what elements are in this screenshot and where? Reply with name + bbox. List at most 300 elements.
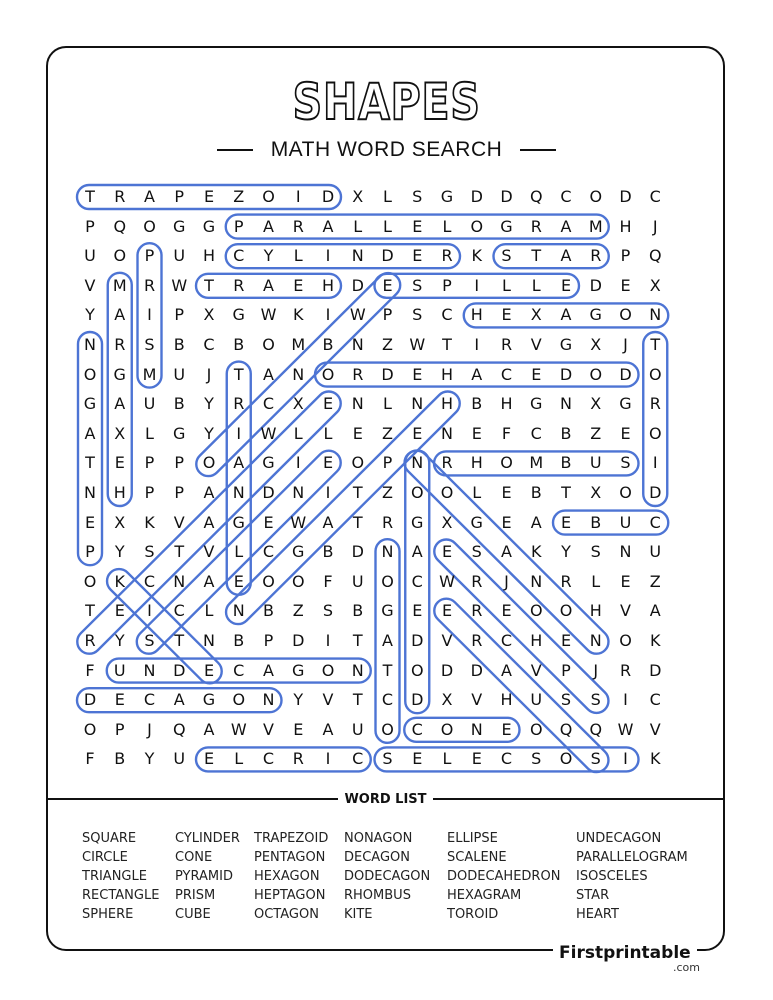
grid-cell[interactable]: A (263, 660, 274, 680)
grid-cell[interactable]: X (114, 423, 126, 443)
grid-cell[interactable]: F (501, 423, 512, 443)
grid-cell[interactable]: K (144, 512, 155, 532)
grid-cell[interactable]: R (114, 187, 126, 206)
grid-cell[interactable]: L (353, 216, 363, 236)
grid-cell[interactable]: P (233, 216, 244, 236)
grid-cell[interactable]: E (114, 601, 125, 621)
grid-cell[interactable]: A (322, 719, 334, 739)
grid-cell[interactable]: P (114, 719, 125, 739)
grid-cell[interactable]: D (619, 364, 632, 384)
grid-cell[interactable]: E (114, 690, 125, 710)
grid-cell[interactable]: G (202, 690, 216, 710)
grid-cell[interactable]: E (412, 246, 423, 266)
grid-cell[interactable]: I (325, 749, 331, 769)
grid-cell[interactable]: A (560, 246, 572, 266)
grid-cell[interactable]: Y (204, 423, 214, 443)
grid-cell[interactable]: Z (649, 571, 661, 591)
grid-cell[interactable]: G (470, 512, 483, 532)
grid-cell[interactable]: E (293, 719, 304, 739)
grid-cell[interactable]: O (648, 364, 662, 384)
grid-cell[interactable]: J (206, 364, 212, 384)
grid-cell[interactable]: S (471, 542, 482, 562)
grid-cell[interactable]: R (441, 246, 453, 266)
grid-cell[interactable]: I (325, 483, 331, 502)
grid-cell[interactable]: C (262, 394, 275, 414)
grid-cell[interactable]: G (589, 305, 602, 325)
grid-cell[interactable]: N (232, 601, 245, 621)
grid-cell[interactable]: T (85, 187, 95, 206)
grid-cell[interactable]: O (262, 187, 275, 206)
grid-cell[interactable]: P (442, 275, 452, 295)
grid-cell[interactable]: D (381, 364, 394, 384)
grid-cell[interactable]: A (263, 275, 274, 295)
grid-cell[interactable]: E (412, 423, 423, 443)
grid-cell[interactable]: P (85, 216, 95, 236)
grid-cell[interactable]: A (382, 631, 393, 650)
grid-cell[interactable]: C (411, 719, 423, 739)
grid-cell[interactable]: P (85, 542, 95, 562)
grid-cell[interactable]: Z (233, 187, 245, 206)
grid-cell[interactable]: E (560, 631, 572, 650)
grid-cell[interactable]: T (531, 246, 542, 266)
grid-cell[interactable]: V (471, 690, 483, 710)
grid-cell[interactable]: T (233, 364, 244, 384)
grid-cell[interactable]: L (383, 216, 392, 236)
grid-cell[interactable]: A (144, 187, 155, 206)
grid-cell[interactable]: N (351, 335, 364, 354)
grid-cell[interactable]: L (145, 423, 154, 443)
grid-cell[interactable]: O (351, 453, 365, 473)
grid-cell[interactable]: R (471, 571, 483, 591)
grid-cell[interactable]: Z (382, 335, 393, 354)
grid-cell[interactable]: A (114, 394, 126, 414)
grid-cell[interactable]: N (173, 571, 186, 591)
grid-cell[interactable]: V (441, 631, 453, 650)
grid-cell[interactable]: A (263, 364, 274, 384)
grid-cell[interactable]: N (560, 394, 572, 414)
grid-cell[interactable]: U (351, 571, 364, 591)
grid-cell[interactable]: E (501, 483, 512, 502)
grid-cell[interactable]: E (203, 749, 215, 769)
grid-cell[interactable]: B (352, 601, 364, 621)
grid-cell[interactable]: P (174, 305, 185, 325)
grid-cell[interactable]: S (412, 275, 423, 295)
grid-cell[interactable]: K (650, 631, 661, 650)
grid-cell[interactable]: Z (382, 483, 393, 502)
grid-cell[interactable]: I (325, 246, 331, 266)
grid-cell[interactable]: U (530, 690, 543, 710)
grid-cell[interactable]: A (203, 719, 215, 739)
grid-cell[interactable]: P (561, 660, 571, 680)
grid-cell[interactable]: L (383, 187, 392, 206)
grid-cell[interactable]: H (619, 216, 632, 236)
grid-cell[interactable]: N (470, 719, 483, 739)
grid-cell[interactable]: G (440, 187, 454, 206)
grid-cell[interactable]: Q (113, 216, 127, 236)
grid-cell[interactable]: G (232, 512, 245, 532)
grid-cell[interactable]: R (352, 364, 364, 384)
grid-cell[interactable]: L (234, 542, 244, 562)
grid-cell[interactable]: X (114, 512, 126, 532)
grid-cell[interactable]: L (293, 423, 303, 443)
grid-cell[interactable]: V (530, 660, 542, 680)
grid-cell[interactable]: E (322, 453, 334, 473)
grid-cell[interactable]: D (440, 660, 454, 680)
grid-cell[interactable]: N (232, 483, 245, 502)
grid-cell[interactable]: N (351, 394, 364, 414)
grid-cell[interactable]: O (619, 631, 632, 650)
grid-cell[interactable]: O (589, 364, 603, 384)
grid-cell[interactable]: S (412, 187, 423, 206)
grid-cell[interactable]: A (411, 542, 423, 562)
grid-cell[interactable]: F (85, 660, 95, 680)
grid-cell[interactable]: H (500, 690, 513, 710)
grid-cell[interactable]: W (260, 305, 277, 325)
grid-cell[interactable]: B (114, 749, 126, 769)
grid-cell[interactable]: O (440, 719, 454, 739)
grid-cell[interactable]: V (530, 335, 542, 354)
grid-cell[interactable]: C (649, 187, 661, 206)
grid-cell[interactable]: N (143, 660, 156, 680)
grid-cell[interactable]: E (471, 749, 482, 769)
grid-cell[interactable]: G (83, 394, 97, 414)
grid-cell[interactable]: U (589, 453, 602, 473)
grid-cell[interactable]: K (531, 542, 542, 562)
grid-cell[interactable]: O (83, 571, 97, 591)
grid-cell[interactable]: L (531, 275, 541, 295)
grid-cell[interactable]: A (203, 512, 215, 532)
grid-cell[interactable]: I (474, 275, 480, 295)
grid-cell[interactable]: B (590, 512, 602, 532)
grid-cell[interactable]: B (173, 335, 185, 354)
grid-cell[interactable]: D (589, 275, 602, 295)
grid-cell[interactable]: X (441, 512, 453, 532)
grid-cell[interactable]: R (530, 216, 542, 236)
grid-cell[interactable]: P (144, 453, 155, 473)
grid-cell[interactable]: B (560, 453, 572, 473)
grid-cell[interactable]: P (263, 631, 274, 650)
grid-cell[interactable]: S (144, 631, 155, 650)
grid-cell[interactable]: O (83, 719, 97, 739)
grid-cell[interactable]: N (84, 483, 96, 502)
grid-cell[interactable]: S (620, 453, 631, 473)
grid-cell[interactable]: R (471, 601, 483, 621)
grid-cell[interactable]: H (470, 305, 483, 325)
grid-cell[interactable]: G (619, 394, 632, 414)
grid-cell[interactable]: D (500, 187, 513, 206)
grid-cell[interactable]: E (441, 542, 453, 562)
grid-cell[interactable]: V (173, 512, 185, 532)
grid-cell[interactable]: R (471, 631, 483, 650)
grid-cell[interactable]: H (440, 364, 454, 384)
grid-cell[interactable]: I (474, 335, 480, 354)
grid-cell[interactable]: D (411, 690, 424, 710)
grid-cell[interactable]: X (203, 305, 215, 325)
grid-cell[interactable]: G (202, 216, 216, 236)
grid-cell[interactable]: V (620, 601, 631, 621)
grid-cell[interactable]: Q (648, 246, 662, 266)
grid-cell[interactable]: W (260, 423, 277, 443)
grid-cell[interactable]: A (173, 690, 185, 710)
grid-cell[interactable]: T (352, 512, 363, 532)
grid-cell[interactable]: E (620, 423, 631, 443)
grid-cell[interactable]: W (409, 335, 426, 354)
grid-cell[interactable]: I (325, 631, 331, 650)
grid-cell[interactable]: C (203, 335, 215, 354)
grid-cell[interactable]: D (321, 187, 335, 206)
grid-cell[interactable]: S (590, 749, 601, 769)
grid-cell[interactable]: O (559, 601, 573, 621)
grid-cell[interactable]: H (202, 246, 216, 266)
grid-cell[interactable]: L (472, 483, 482, 502)
grid-cell[interactable]: N (619, 542, 632, 562)
grid-cell[interactable]: J (652, 216, 658, 236)
grid-cell[interactable]: U (113, 660, 126, 680)
grid-cell[interactable]: T (442, 335, 452, 354)
grid-cell[interactable]: T (85, 601, 95, 621)
grid-cell[interactable]: Y (204, 394, 214, 414)
grid-cell[interactable]: O (291, 571, 305, 591)
grid-cell[interactable]: I (236, 423, 242, 443)
grid-cell[interactable]: O (83, 364, 97, 384)
grid-cell[interactable]: T (174, 631, 185, 650)
grid-cell[interactable]: S (144, 335, 155, 354)
grid-cell[interactable]: O (202, 453, 216, 473)
grid-cell[interactable]: N (411, 394, 424, 414)
grid-cell[interactable]: O (262, 335, 275, 354)
grid-cell[interactable]: R (381, 512, 394, 532)
grid-cell[interactable]: E (412, 364, 423, 384)
grid-cell[interactable]: T (561, 483, 571, 502)
grid-cell[interactable]: Z (382, 423, 393, 443)
grid-cell[interactable]: Y (144, 749, 155, 769)
grid-cell[interactable]: D (83, 690, 97, 710)
grid-cell[interactable]: X (352, 187, 364, 206)
grid-cell[interactable]: F (323, 571, 333, 591)
grid-cell[interactable]: O (113, 246, 127, 266)
grid-cell[interactable]: G (500, 216, 513, 236)
grid-cell[interactable]: V (203, 542, 215, 562)
grid-cell[interactable]: H (440, 394, 454, 414)
grid-cell[interactable]: Q (589, 719, 603, 739)
grid-cell[interactable]: C (411, 571, 423, 591)
grid-cell[interactable]: D (411, 631, 424, 650)
grid-cell[interactable]: N (441, 423, 453, 443)
grid-cell[interactable]: H (321, 275, 335, 295)
grid-cell[interactable]: A (501, 542, 512, 562)
grid-cell[interactable]: A (203, 571, 215, 591)
grid-cell[interactable]: E (412, 749, 423, 769)
grid-cell[interactable]: C (381, 690, 394, 710)
grid-cell[interactable]: J (504, 571, 509, 591)
grid-cell[interactable]: S (144, 542, 155, 562)
grid-cell[interactable]: W (439, 571, 455, 591)
grid-cell[interactable]: O (321, 364, 335, 384)
grid-cell[interactable]: X (590, 394, 602, 414)
grid-cell[interactable]: Y (263, 246, 274, 266)
grid-cell[interactable]: R (619, 660, 632, 680)
grid-cell[interactable]: I (147, 305, 152, 325)
grid-cell[interactable]: D (619, 187, 632, 206)
grid-cell[interactable]: T (352, 483, 363, 502)
grid-cell[interactable]: S (501, 246, 512, 266)
grid-cell[interactable]: D (559, 364, 573, 384)
grid-cell[interactable]: M (112, 275, 127, 295)
grid-cell[interactable]: A (84, 423, 96, 443)
grid-cell[interactable]: A (530, 512, 542, 532)
grid-cell[interactable]: N (351, 246, 364, 266)
grid-cell[interactable]: R (590, 246, 602, 266)
grid-cell[interactable]: T (85, 453, 95, 473)
grid-cell[interactable]: V (84, 275, 96, 295)
grid-cell[interactable]: U (351, 719, 364, 739)
grid-cell[interactable]: H (113, 483, 126, 502)
grid-cell[interactable]: Q (559, 719, 573, 739)
grid-cell[interactable]: A (263, 216, 274, 236)
grid-cell[interactable]: R (441, 453, 453, 473)
grid-cell[interactable]: G (292, 660, 305, 680)
grid-cell[interactable]: W (230, 719, 247, 739)
grid-cell[interactable]: E (501, 601, 512, 621)
grid-cell[interactable]: O (440, 483, 454, 502)
grid-cell[interactable]: T (382, 660, 393, 680)
grid-cell[interactable]: O (410, 483, 424, 502)
grid-cell[interactable]: D (470, 187, 483, 206)
grid-cell[interactable]: C (500, 631, 513, 650)
grid-cell[interactable]: D (351, 542, 364, 562)
grid-cell[interactable]: P (144, 483, 155, 502)
grid-cell[interactable]: R (114, 335, 126, 354)
grid-cell[interactable]: R (500, 335, 513, 354)
grid-cell[interactable]: O (619, 305, 632, 325)
grid-cell[interactable]: Z (590, 423, 602, 443)
grid-cell[interactable]: N (84, 335, 96, 354)
grid-cell[interactable]: U (143, 394, 156, 414)
grid-cell[interactable]: O (648, 423, 662, 443)
grid-cell[interactable]: R (292, 216, 304, 236)
grid-cell[interactable]: H (530, 631, 543, 650)
grid-cell[interactable]: X (649, 275, 661, 295)
grid-cell[interactable]: N (381, 542, 394, 562)
grid-cell[interactable]: L (234, 749, 244, 769)
grid-cell[interactable]: P (620, 246, 631, 266)
grid-cell[interactable]: R (143, 275, 156, 295)
grid-cell[interactable]: K (650, 749, 661, 769)
grid-cell[interactable]: B (173, 394, 185, 414)
grid-cell[interactable]: B (233, 335, 245, 354)
grid-cell[interactable]: N (351, 660, 364, 680)
grid-cell[interactable]: C (352, 749, 364, 769)
grid-cell[interactable]: G (262, 453, 275, 473)
grid-cell[interactable]: E (382, 275, 393, 295)
grid-cell[interactable]: C (500, 749, 513, 769)
grid-cell[interactable]: A (322, 216, 334, 236)
grid-cell[interactable]: N (411, 453, 424, 473)
grid-cell[interactable]: D (292, 631, 305, 650)
grid-cell[interactable]: D (262, 483, 275, 502)
grid-cell[interactable]: K (293, 305, 304, 325)
grid-cell[interactable]: I (623, 690, 628, 710)
grid-cell[interactable]: G (173, 216, 186, 236)
grid-cell[interactable]: G (292, 542, 305, 562)
grid-cell[interactable]: Y (114, 542, 125, 562)
grid-cell[interactable]: G (232, 305, 245, 325)
grid-cell[interactable]: B (530, 483, 542, 502)
grid-cell[interactable]: N (530, 571, 543, 591)
grid-cell[interactable]: S (382, 749, 393, 769)
grid-cell[interactable]: N (649, 305, 662, 325)
grid-cell[interactable]: R (292, 749, 304, 769)
grid-cell[interactable]: I (147, 601, 152, 621)
grid-cell[interactable]: A (649, 601, 661, 621)
grid-cell[interactable]: G (381, 601, 394, 621)
grid-cell[interactable]: O (321, 660, 335, 680)
grid-cell[interactable]: C (530, 423, 542, 443)
grid-cell[interactable]: Y (561, 542, 571, 562)
grid-cell[interactable]: J (623, 335, 628, 354)
grid-cell[interactable]: A (471, 364, 483, 384)
grid-cell[interactable]: E (501, 512, 512, 532)
grid-cell[interactable]: G (173, 423, 186, 443)
grid-cell[interactable]: P (174, 453, 185, 473)
grid-cell[interactable]: Y (293, 690, 304, 710)
grid-cell[interactable]: U (173, 749, 186, 769)
grid-cell[interactable]: O (232, 690, 246, 710)
grid-cell[interactable]: P (144, 246, 155, 266)
grid-cell[interactable]: H (470, 453, 483, 473)
grid-cell[interactable]: V (649, 719, 661, 739)
grid-cell[interactable]: I (295, 187, 301, 206)
grid-cell[interactable]: C (262, 749, 275, 769)
grid-cell[interactable]: C (173, 601, 185, 621)
grid-cell[interactable]: N (589, 631, 602, 650)
grid-cell[interactable]: C (649, 512, 661, 532)
grid-cell[interactable]: E (620, 275, 631, 295)
grid-cell[interactable]: K (471, 246, 482, 266)
grid-cell[interactable]: E (501, 305, 512, 325)
grid-cell[interactable]: A (322, 512, 334, 532)
grid-cell[interactable]: O (500, 453, 513, 473)
grid-cell[interactable]: C (560, 187, 572, 206)
grid-cell[interactable]: E (412, 216, 423, 236)
grid-cell[interactable]: S (560, 690, 572, 710)
grid-cell[interactable]: W (290, 512, 307, 532)
grid-cell[interactable]: N (262, 690, 275, 710)
grid-cell[interactable]: E (293, 275, 304, 295)
grid-cell[interactable]: I (623, 749, 628, 769)
grid-cell[interactable]: L (293, 246, 303, 266)
grid-cell[interactable]: E (84, 512, 96, 532)
grid-cell[interactable]: D (649, 483, 662, 502)
grid-cell[interactable]: E (114, 453, 125, 473)
grid-cell[interactable]: C (500, 364, 513, 384)
grid-cell[interactable]: E (352, 423, 363, 443)
grid-cell[interactable]: A (233, 453, 245, 473)
grid-cell[interactable]: T (650, 335, 661, 354)
grid-cell[interactable]: Y (85, 305, 95, 325)
grid-cell[interactable]: E (560, 275, 572, 295)
grid-cell[interactable]: X (530, 305, 542, 325)
grid-cell[interactable]: L (442, 749, 452, 769)
grid-cell[interactable]: O (470, 216, 484, 236)
grid-cell[interactable]: O (619, 483, 632, 502)
grid-cell[interactable]: X (441, 690, 453, 710)
grid-cell[interactable]: M (529, 453, 544, 473)
grid-cell[interactable]: F (85, 749, 95, 769)
grid-cell[interactable]: L (502, 275, 511, 295)
grid-cell[interactable]: Y (114, 631, 125, 650)
grid-cell[interactable]: E (471, 423, 482, 443)
